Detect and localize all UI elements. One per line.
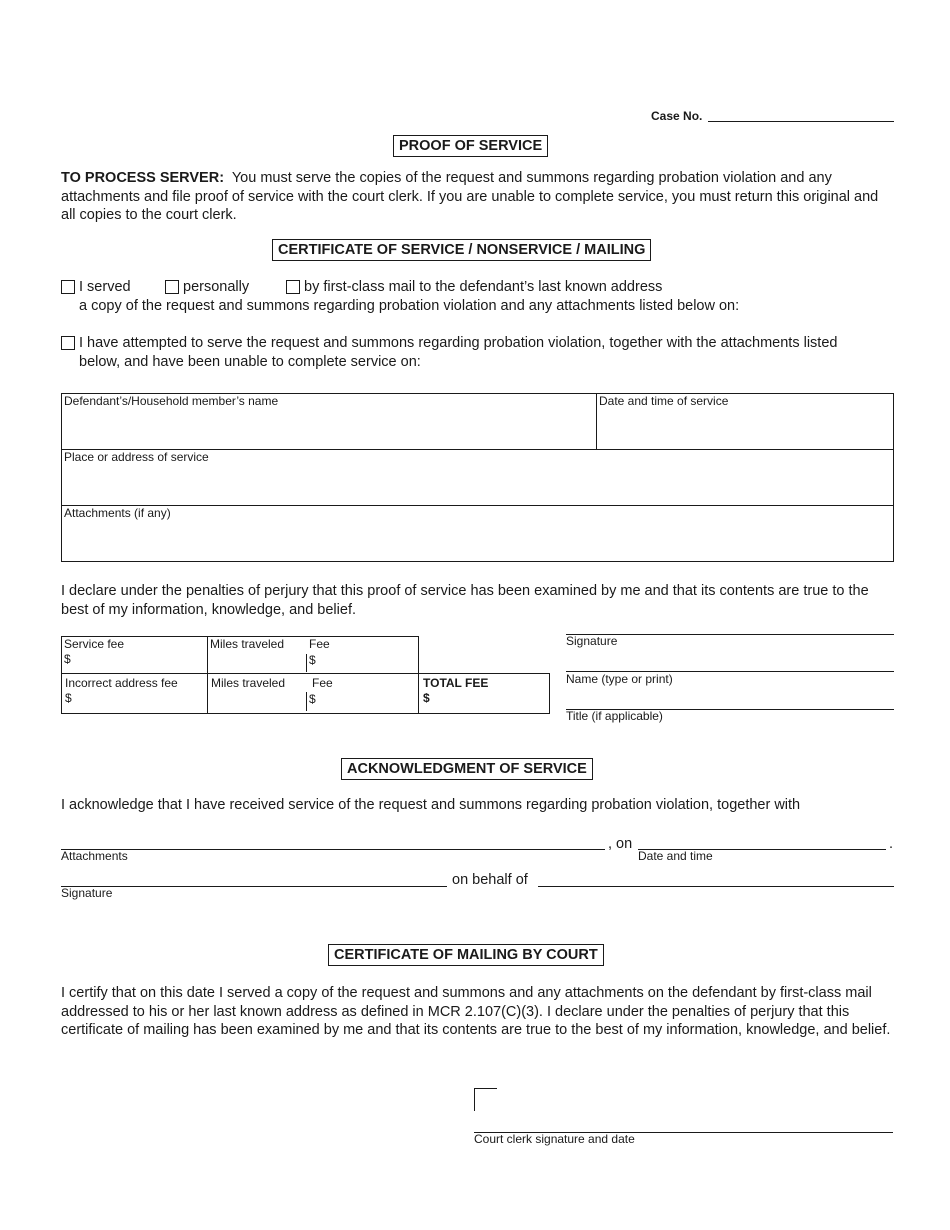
incorrect-fee-label: Incorrect address fee [65, 676, 178, 690]
ack-signature-line[interactable] [61, 886, 447, 887]
attachments-label: Attachments (if any) [64, 506, 171, 520]
fee-label-2: Fee [312, 676, 333, 690]
acknowledgment-text: I acknowledge that I have received service of the request and summons regarding probation violation, together with [61, 797, 801, 813]
instructions-lead: TO PROCESS SERVER: [61, 170, 225, 186]
service-fee-dollar[interactable]: $ [64, 652, 71, 666]
defendant-name-label: Defendant’s/Household member’s name [64, 394, 279, 408]
miles-label-2: Miles traveled [211, 676, 286, 690]
date-time-label: Date and time of service [599, 394, 729, 408]
ack-on-label: , on [608, 836, 633, 852]
ack-attachments-line[interactable] [61, 849, 605, 850]
case-no-field[interactable] [708, 121, 894, 122]
attempt-line-2: below, and have been unable to complete service on: [79, 354, 421, 370]
fee-dollar-2[interactable]: $ [309, 692, 316, 706]
mail-checkbox[interactable] [286, 280, 300, 294]
court-mailing-title: CERTIFICATE OF MAILING BY COURT [328, 944, 604, 966]
place-field[interactable] [61, 449, 894, 506]
total-fee-label: TOTAL FEE [423, 676, 489, 690]
clerk-signature-label: Court clerk signature and date [474, 1132, 635, 1146]
miles-label-1: Miles traveled [210, 637, 285, 651]
signature-label: Signature [566, 634, 618, 648]
incorrect-fee-dollar[interactable]: $ [65, 691, 72, 705]
instructions-text: You must serve the copies of the request and summons regarding probation violation and any attachments and file proof of service with the court clerk. If you are unable to complete service, you must return this original and all copies to the court clerk. [61, 170, 879, 223]
total-fee-dollar[interactable]: $ [423, 691, 430, 705]
defendant-name-field[interactable] [61, 393, 597, 450]
certificate-title: CERTIFICATE OF SERVICE / NONSERVICE / MAILING [272, 239, 651, 261]
ack-date-label: Date and time [638, 849, 713, 863]
case-no-label: Case No. [651, 109, 703, 123]
service-fee-label: Service fee [64, 637, 125, 651]
attachments-field[interactable] [61, 505, 894, 562]
personally-label: personally [183, 279, 250, 295]
court-mailing-text: I certify that on this date I served a copy of the request and summons and any attachments on the defendant by first-class mail addressed to his or her last known address as defined in MCR 2.107(C)(3). I declare under the penalties of perjury that this certificate of mailing has been examined by me and that its contents are true to the best of my information, knowledge, and belief. [61, 985, 891, 1038]
ack-attachments-label: Attachments [61, 849, 128, 863]
title-label: Title (if applicable) [566, 709, 663, 723]
name-label: Name (type or print) [566, 672, 673, 686]
ack-signature-label: Signature [61, 886, 113, 900]
served-label: I served [79, 279, 131, 295]
ack-behalf-label: on behalf of [452, 872, 528, 888]
declaration: I declare under the penalties of perjury that this proof of service has been examined by me and that its contents are true to the best of my information, knowledge, and belief. [61, 583, 869, 618]
page-title: PROOF OF SERVICE [393, 135, 548, 157]
seal-corner-mark [474, 1088, 497, 1111]
acknowledgment-title: ACKNOWLEDGMENT OF SERVICE [341, 758, 593, 780]
served-checkbox[interactable] [61, 280, 75, 294]
attempt-checkbox[interactable] [61, 336, 75, 350]
ack-period: . [889, 836, 894, 852]
served-text: a copy of the request and summons regarding probation violation and any attachments listed below on: [79, 298, 740, 314]
place-label: Place or address of service [64, 450, 209, 464]
ack-behalf-line[interactable] [538, 886, 894, 887]
date-time-field[interactable] [596, 393, 894, 450]
fee-dollar-1[interactable]: $ [309, 653, 316, 667]
mail-label: by first-class mail to the defendant’s last known address [304, 279, 663, 295]
personally-checkbox[interactable] [165, 280, 179, 294]
instructions [61, 169, 896, 225]
fee-label-1: Fee [309, 637, 330, 651]
attempt-line-1: I have attempted to serve the request and summons regarding probation violation, together with the attachments listed [79, 335, 838, 351]
